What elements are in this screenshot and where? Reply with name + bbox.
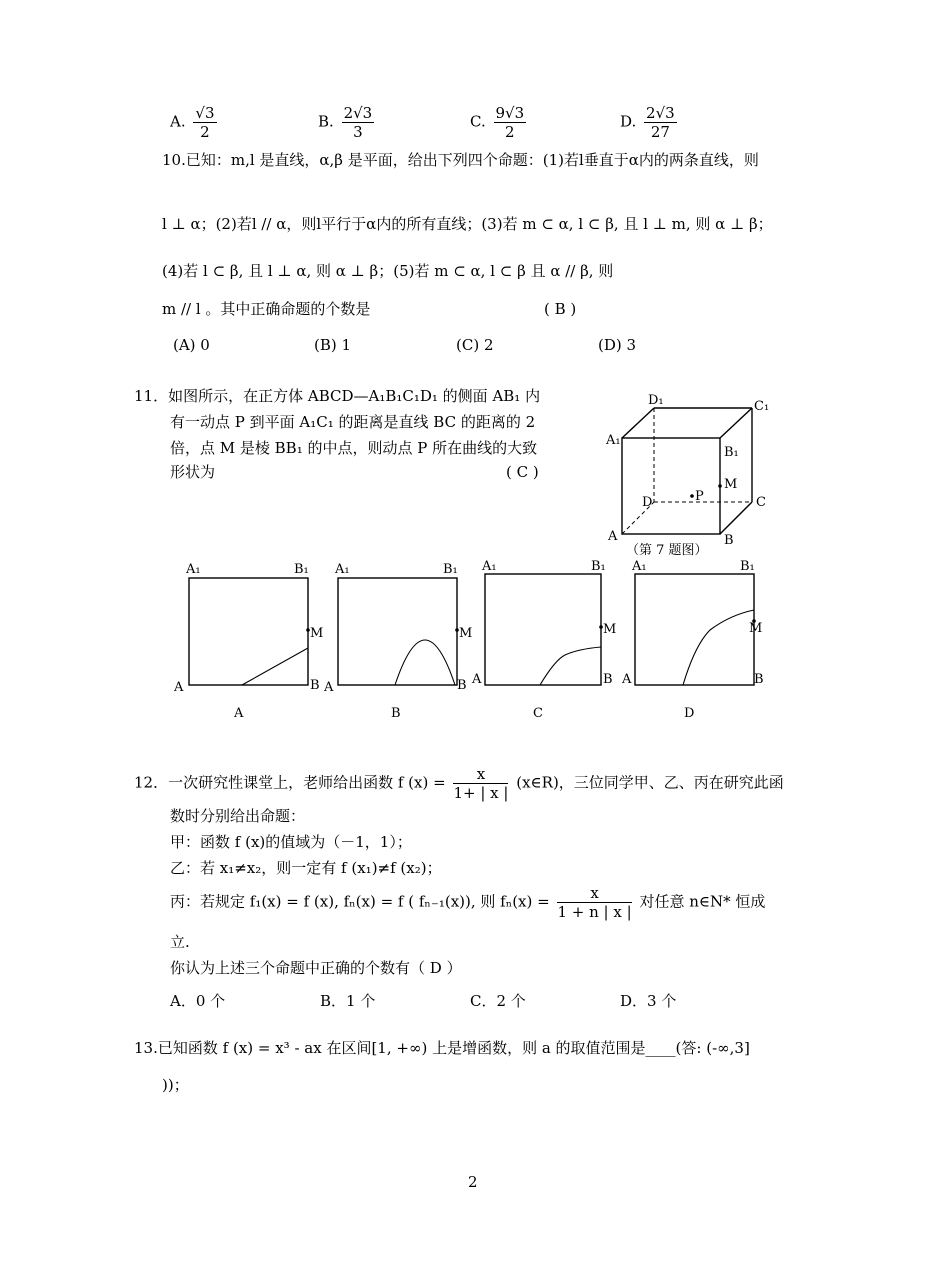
q9-a-numerator: √3 bbox=[195, 104, 215, 122]
panel-d-label-a: A bbox=[622, 672, 632, 687]
panel-d-label-b: B bbox=[754, 672, 764, 687]
panel-b-label-a1: A₁ bbox=[335, 562, 350, 577]
q9-option-letter: A. bbox=[170, 112, 186, 131]
q12-func-numerator: x bbox=[453, 765, 508, 784]
panel-c-label-a: A bbox=[472, 672, 482, 687]
q12-line-2: 数时分别给出命题： bbox=[170, 807, 306, 825]
q12-option-c: C．2 个 bbox=[470, 992, 526, 1010]
q10-option-a: (A) 0 bbox=[173, 336, 210, 354]
panel-d-label-b1: B₁ bbox=[740, 559, 755, 574]
panel-b-label-b1: B₁ bbox=[443, 562, 458, 577]
q9-option-a bbox=[170, 104, 220, 141]
q13-line-2: ))； bbox=[162, 1076, 189, 1094]
page-number: 2 bbox=[468, 1173, 478, 1191]
cube-label-b: B bbox=[724, 533, 734, 548]
panel-b-label-b: B bbox=[457, 678, 467, 693]
q12-bing-denominator: 1 + n | x | bbox=[557, 903, 632, 921]
q12-intro-tail: (x∈R)，三位同学甲、乙、丙在研究此函 bbox=[516, 773, 784, 792]
panel-d-letter: D bbox=[684, 706, 695, 721]
panel-b-label-a: A bbox=[324, 680, 334, 695]
q12-yi: 乙：若 x₁≠x₂，则一定有 f (x₁)≠f (x₂)； bbox=[170, 859, 442, 877]
panel-d bbox=[621, 559, 764, 721]
q12-question: 你认为上述三个命题中正确的个数有（ D ） bbox=[170, 959, 462, 977]
panel-b bbox=[323, 562, 472, 721]
q12-bing-tail: 对任意 n∈N* 恒成 bbox=[639, 892, 766, 911]
panel-c-label-b1: B₁ bbox=[591, 559, 606, 574]
q9-c-numerator: 9√3 bbox=[495, 104, 525, 122]
cube-label-b1: B₁ bbox=[724, 445, 739, 460]
q9-b-numerator: 2√3 bbox=[343, 104, 373, 122]
panel-a bbox=[173, 562, 323, 721]
q12-bing-end: 立. bbox=[170, 933, 190, 951]
q12-line-1 bbox=[134, 765, 784, 802]
q10-line-2: l ⊥ α；(2)若l // α，则l平行于α内的所有直线；(3)若 m ⊂ α, l ⊂ β, 且 l ⊥ m, 则 α ⊥ β； bbox=[162, 215, 773, 233]
panel-a-label-a: A bbox=[174, 680, 184, 695]
panel-c-letter: C bbox=[533, 706, 543, 721]
cube-label-p: P bbox=[695, 489, 704, 504]
q12-jia: 甲：函数 f (x)的值域为（－1，1）； bbox=[170, 833, 412, 851]
q11-line-3: 倍，点 M 是棱 BB₁ 的中点，则动点 P 所在曲线的大致 bbox=[170, 439, 538, 457]
panel-d-label-a1: A₁ bbox=[632, 559, 647, 574]
cube-label-c: C bbox=[756, 495, 766, 510]
cube-label-d: D bbox=[642, 495, 653, 510]
q12-bing bbox=[170, 884, 765, 921]
cube-label-c1: C₁ bbox=[754, 399, 770, 414]
q9-option-letter: D. bbox=[620, 112, 637, 131]
cube-label-a1: A₁ bbox=[606, 433, 621, 448]
panel-a-label-b: B bbox=[310, 678, 320, 693]
q12-func-denominator: 1+ | x | bbox=[453, 784, 509, 802]
q12-intro: 12．一次研究性课堂上，老师给出函数 f (x) = bbox=[134, 773, 446, 792]
panel-a-label-m: M bbox=[310, 626, 324, 641]
cube-caption: （第 7 题图） bbox=[626, 543, 708, 558]
cube-label-d1: D₁ bbox=[648, 393, 664, 408]
q9-option-letter: C. bbox=[470, 112, 486, 131]
q12-bing-pre: 丙：若规定 f₁(x) = f (x), fₙ(x) = f ( fₙ₋₁(x)), 则 fₙ(x) = bbox=[170, 892, 550, 911]
q12-option-b: B．1 个 bbox=[320, 992, 376, 1010]
q9-b-denominator: 3 bbox=[353, 123, 363, 141]
q10-line-1: 10.已知：m,l 是直线，α,β 是平面，给出下列四个命题：(1)若l垂直于α内的两条直线，则 bbox=[162, 151, 759, 169]
q9-d-numerator: 2√3 bbox=[646, 104, 675, 122]
q9-c-denominator: 2 bbox=[505, 123, 515, 141]
panel-a-label-a1: A₁ bbox=[186, 562, 201, 577]
q9-option-d bbox=[620, 104, 680, 141]
q10-option-d: (D) 3 bbox=[598, 336, 637, 354]
q11-option-panels bbox=[170, 555, 790, 725]
q11-answer: ( C ) bbox=[506, 463, 539, 481]
panel-a-label-b1: B₁ bbox=[294, 562, 309, 577]
q9-d-denominator: 27 bbox=[650, 123, 670, 141]
panel-d-label-m: M bbox=[749, 621, 763, 636]
q12-option-a: A．0 个 bbox=[170, 992, 226, 1010]
q10-option-c: (C) 2 bbox=[456, 336, 494, 354]
q11-line-2: 有一动点 P 到平面 A₁C₁ 的距离是直线 BC 的距离的 2 bbox=[170, 413, 536, 431]
panel-b-label-m: M bbox=[459, 626, 473, 641]
panel-a-letter: A bbox=[234, 706, 244, 721]
panel-c-label-a1: A₁ bbox=[482, 559, 497, 574]
panel-c-label-b: B bbox=[603, 672, 613, 687]
cube-figure bbox=[600, 390, 780, 560]
cube-label-m: M bbox=[724, 477, 738, 492]
q11-line-4: 形状为 bbox=[170, 463, 216, 481]
q10-line-4: m // l 。其中正确命题的个数是 bbox=[162, 300, 371, 318]
panel-c bbox=[471, 559, 616, 721]
q13-line-1: 13.已知函数 f (x) = x³ - ax 在区间[1, +∞) 上是增函数，则 a 的取值范围是____(答: (-∞,3] bbox=[134, 1039, 750, 1057]
q11-line-1: 11．如图所示，在正方体 ABCD—A₁B₁C₁D₁ 的侧面 AB₁ 内 bbox=[134, 387, 541, 405]
q10-line-3: (4)若 l ⊂ β, 且 l ⊥ α, 则 α ⊥ β；(5)若 m ⊂ α, l ⊂ β 且 α // β, 则 bbox=[162, 262, 614, 280]
q9-option-c bbox=[470, 104, 529, 141]
cube-label-a: A bbox=[608, 529, 618, 544]
q9-a-denominator: 2 bbox=[200, 123, 210, 141]
q10-answer: ( B ) bbox=[544, 300, 577, 318]
q12-bing-numerator: x bbox=[557, 884, 631, 903]
q9-option-b bbox=[318, 104, 377, 141]
q9-option-letter: B. bbox=[318, 112, 334, 131]
panel-b-letter: B bbox=[391, 706, 401, 721]
q12-option-d: D．3 个 bbox=[620, 992, 677, 1010]
q10-option-b: (B) 1 bbox=[314, 336, 352, 354]
panel-c-label-m: M bbox=[603, 622, 617, 637]
